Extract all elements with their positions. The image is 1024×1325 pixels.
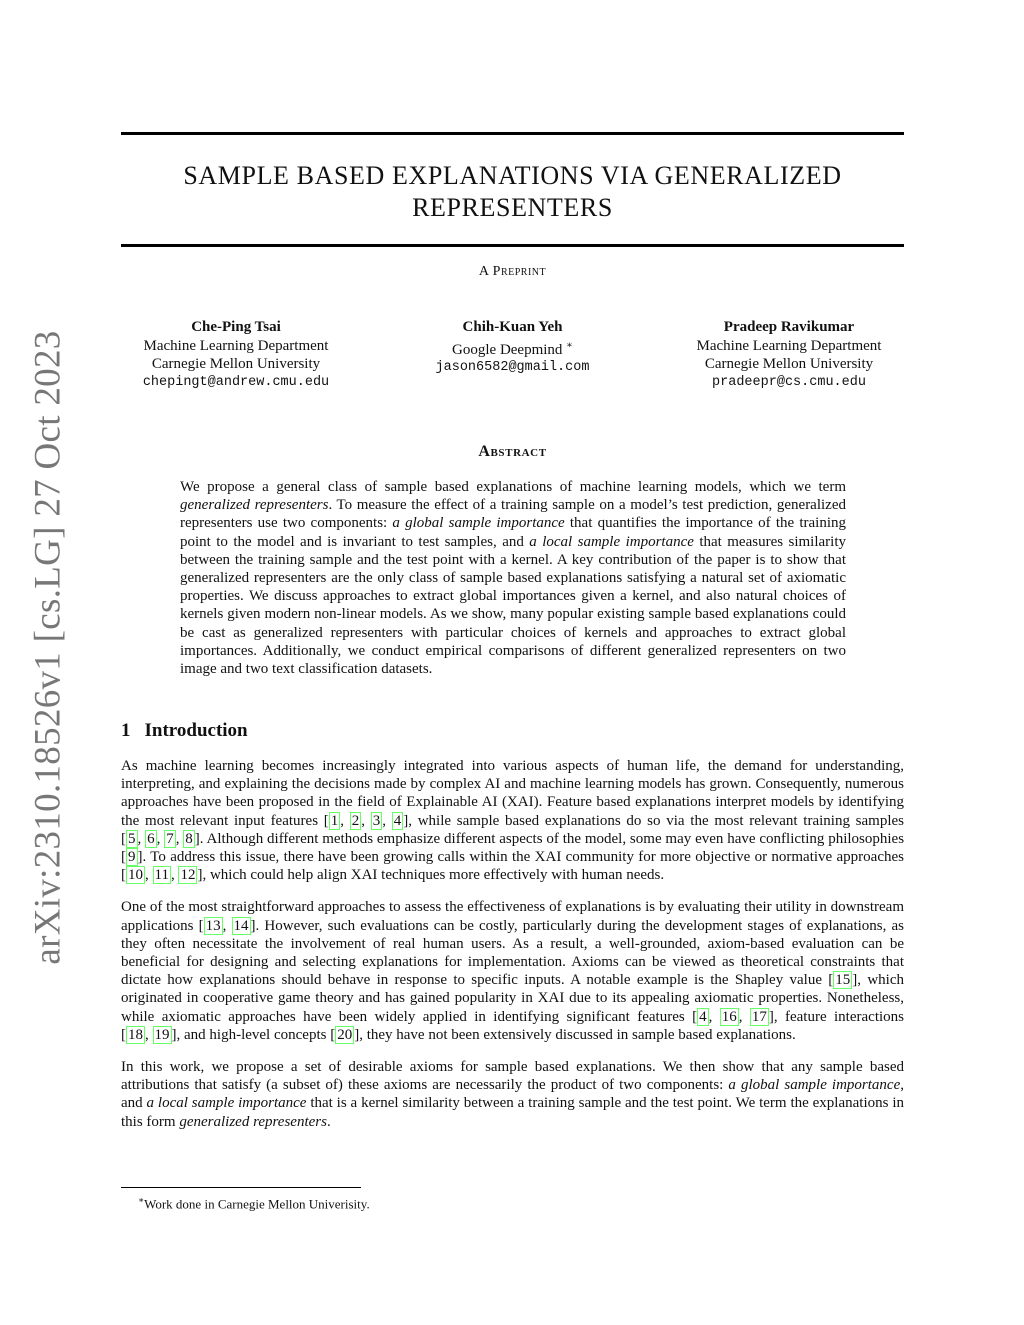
title-line-1: SAMPLE BASED EXPLANATIONS VIA GENERALIZED xyxy=(183,161,842,190)
citation-link[interactable]: 20 xyxy=(337,1026,353,1043)
citation-group: [ 4 , 16 , 17 ] xyxy=(692,1008,774,1025)
citation-group: [ 13 , 14 ] xyxy=(198,917,256,934)
citation-link[interactable]: 4 xyxy=(699,1008,707,1025)
author-tsai xyxy=(121,318,351,392)
paragraph-1: As machine learning becomes increasingly integrated into various aspects of human life, the demand for understanding, interpreting, and explaining the decisions made by complex AI and machine learning models has grown. Consequently, numerous approaches have been proposed in the field of Explainable AI (XAI). Feature based explanations interpret models by identifying the most relevant input features [ 1 , 2 , 3 , 4 ], while sample based explanations do so via the most relevant training samples [ 5 , 6 , 7 , 8 ]. Although different methods emphasize different aspects of the model, some may even have conflicting philosophies [ 9 ]. To address this issue, there have been growing calls within the XAI community for more objective or normative approaches [ 10 , 11 , 12 ], which could help align XAI techniques more effectively with human needs. xyxy=(121,758,905,884)
citation-link[interactable]: 8 xyxy=(185,830,193,847)
citation-link[interactable]: 9 xyxy=(128,849,136,866)
citation-link[interactable]: 16 xyxy=(721,1008,737,1025)
abstract-heading: Abstract xyxy=(478,443,547,460)
author-name: Che-Ping Tsai xyxy=(191,319,281,335)
citation-link[interactable]: 18 xyxy=(128,1026,143,1043)
footnote-marker[interactable]: ∗ xyxy=(566,339,573,351)
citation-group: [ 15 ] xyxy=(828,972,858,989)
paragraph-3: In this work, we propose a set of desirable axioms for sample based explanations. We then show that any sample based attributions that satisfy (a subset of) these axioms are necessarily the product of two components: a global sample importance, and a local sample importance that is a kernel similarity between a training sample and the test point. We term the explanations in this form generalized representers. xyxy=(121,1059,904,1130)
citation-group: [ 1 , 2 , 3 , 4 ] xyxy=(323,812,409,829)
footnote-rule xyxy=(121,1187,361,1188)
author-institution: Carnegie Mellon University xyxy=(151,356,321,372)
citation-group: [ 5 , 6 , 7 , 8 ] xyxy=(121,830,200,847)
citation-link[interactable]: 15 xyxy=(835,972,851,989)
citation-link[interactable]: 12 xyxy=(180,867,196,884)
citation-link[interactable]: 14 xyxy=(233,917,249,934)
introduction-body xyxy=(121,757,904,1145)
citation-link[interactable]: 11 xyxy=(154,867,169,884)
abstract-text: We propose a general class of sample based explanations of machine learning models, which we term generalized representers. To measure the effect of a training sample on a model’s test prediction, generalized representers use two components: a global sample importance that quantifies the importance of the training point to the model and is invariant to test samples, and a local sample importance that measures similarity between the training sample and the test point with a kernel. A key contribution of the paper is to show that generalized representers are the only class of sample based explanations satisfying a natural set of axiomatic properties. We discuss approaches to extract global importances given a kernel, and also natural choices of kernels given modern non-linear models. As we show, many popular existing sample based explanations could be cast as generalized representers with particular choices of kernels and approaches to extract global importances. Additionally, we conduct empirical comparisons of different generalized representers on two image and two text classification datasets. xyxy=(180,479,847,678)
author-name: Chih-Kuan Yeh xyxy=(462,319,563,335)
paragraph-2: One of the most straightforward approaches to assess the effectiveness of explanations is by evaluating their utility in downstream applications [ 13 , 14 ]. However, such evaluations can be costly, particularly during the development stages of explanations, as they often necessitate the involvement of real human users. As a result, a well-grounded, axiom-based evaluation can be beneficial for designing and selecting explanations for implementation. Axioms can be viewed as theoretical constraints that dictate how explanations should behave in response to specific inputs. A notable example is the Shapley value [ 15 ], which originated in cooperative game theory and has gained popularity in XAI due to its appealing axiomatic properties. Nonetheless, while axiomatic approaches have been widely applied in identifying significant features [ 4 , 16 , 17 ], feature interactions [ 18 , 19 ], and high-level concepts [ 20 ], they have not been extensively discussed in sample based explanations. xyxy=(121,899,904,1043)
citation-link[interactable]: 3 xyxy=(372,812,381,829)
citation-link[interactable]: 7 xyxy=(166,830,174,847)
citation-link[interactable]: 6 xyxy=(147,830,155,847)
author-affiliation: Google Deepmind ∗ xyxy=(452,339,573,358)
author-ravikumar xyxy=(674,318,904,392)
footnote xyxy=(138,1192,370,1212)
author-institution: Carnegie Mellon University xyxy=(704,356,874,372)
citation-link[interactable]: 13 xyxy=(205,917,221,934)
title-line-2: REPRESENTERS xyxy=(412,193,613,222)
author-block xyxy=(121,318,904,392)
title-rule-top xyxy=(121,132,904,135)
citation-link[interactable]: 19 xyxy=(154,1026,170,1043)
footnote-text: Work done in Carnegie Mellon Univerisity. xyxy=(144,1196,370,1212)
citation-link[interactable]: 17 xyxy=(751,1008,767,1025)
title-rule-bottom xyxy=(121,244,904,247)
citation-link[interactable]: 1 xyxy=(330,812,339,829)
citation-group: [ 20 ] xyxy=(330,1026,360,1043)
citation-group: [ 18 , 19 ] xyxy=(121,1026,177,1043)
citation-link[interactable]: 10 xyxy=(128,867,143,884)
author-yeh xyxy=(413,318,613,392)
citation-group: [ 9 ] xyxy=(121,849,143,866)
citation-link[interactable]: 2 xyxy=(351,812,360,829)
author-name: Pradeep Ravikumar xyxy=(723,319,855,335)
author-affiliation: Machine Learning Department xyxy=(143,337,329,354)
citation-link[interactable]: 5 xyxy=(128,830,136,847)
author-affiliation: Machine Learning Department xyxy=(696,337,882,354)
citation-group: [ 10 , 11 , 12 ] xyxy=(121,867,203,884)
paper-title xyxy=(121,160,904,224)
footnote-mark: ∗ xyxy=(138,1195,145,1205)
section-heading-introduction: 1 Introduction xyxy=(121,720,248,741)
arxiv-identifier: arXiv:2310.18526v1 [cs.LG] 27 Oct 2023 xyxy=(27,330,69,965)
author-email[interactable]: jason6582@gmail.com xyxy=(435,360,590,375)
arxiv-identifier-margin xyxy=(27,330,69,965)
preprint-label: A Preprint xyxy=(478,264,547,279)
author-email[interactable]: chepingt@andrew.cmu.edu xyxy=(142,374,330,390)
author-email[interactable]: pradeepr@cs.cmu.edu xyxy=(712,374,866,390)
citation-link[interactable]: 4 xyxy=(393,812,402,829)
